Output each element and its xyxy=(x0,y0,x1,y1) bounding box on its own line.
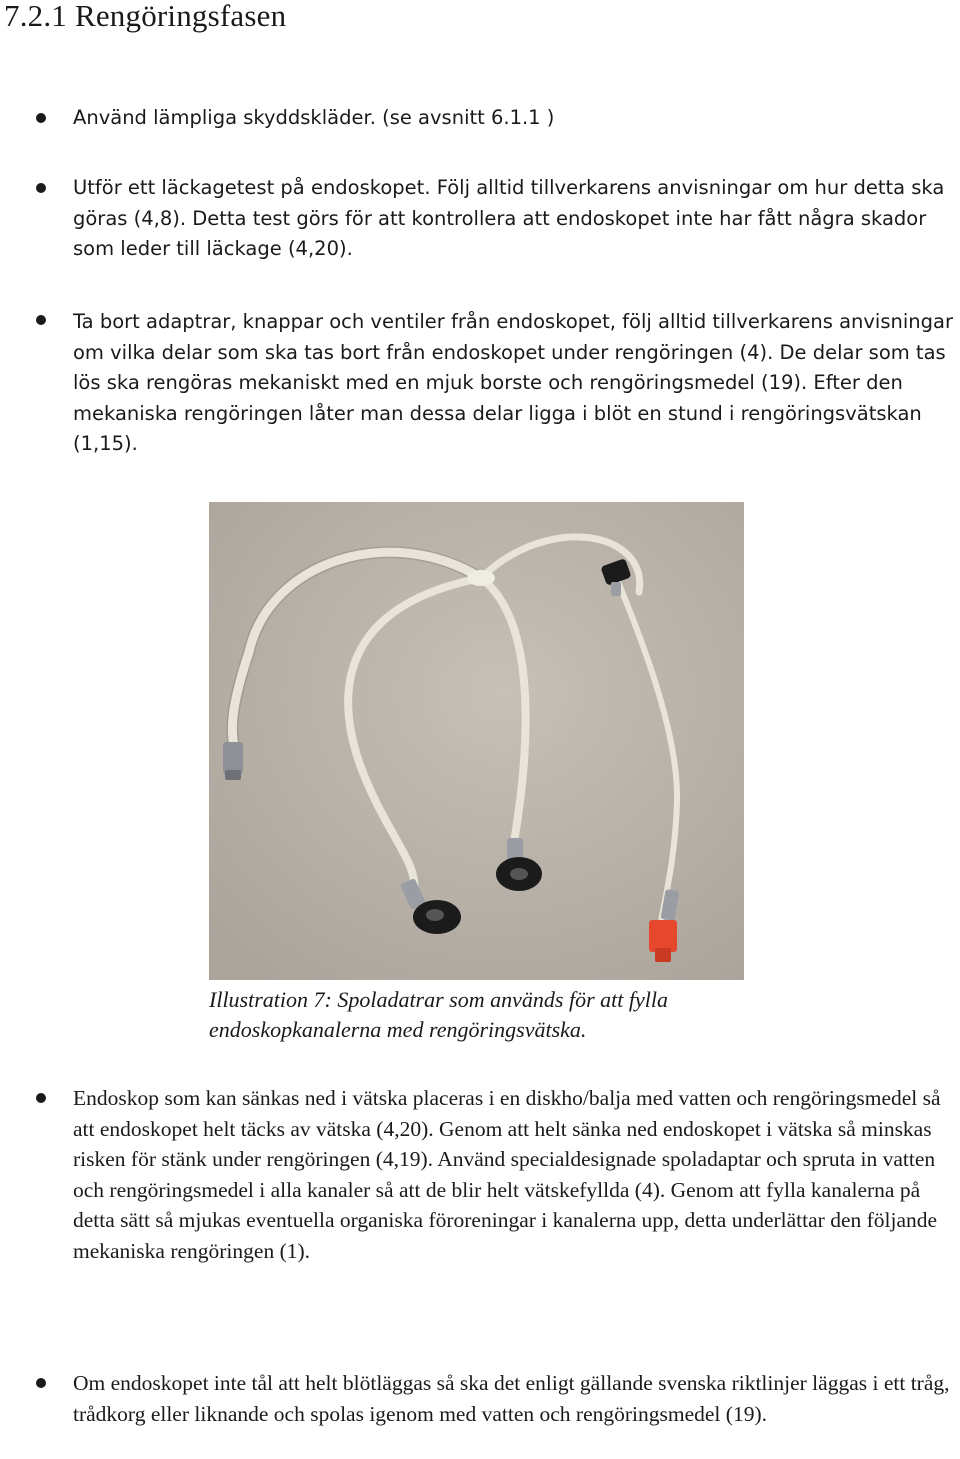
bullet-text: Ta bort adaptrar, knappar och ventiler från endoskopet, följ alltid tillverkarens anvisningar om vilka delar som ska tas bort från endoskopet under rengöringen (4). De delar som tas lös ska rengöras mekaniskt med en mjuk borste och rengöringsmedel (19). Efter den mekaniska rengöringen låter man dessa delar ligga i blöt en stund i rengöringsvätskan (1,15). xyxy=(73,310,953,455)
section-number: 7.2.1 xyxy=(4,0,67,33)
section-title: Rengöringsfasen xyxy=(74,0,287,33)
bullet-text: Om endoskopet inte tål att helt blötläggas så ska det enligt gällande svenska riktlinjer läggas i ett tråg, trådkorg eller liknande och spolas igenom med vatten och rengöringsmedel (19). xyxy=(73,1371,950,1426)
bullet-text: Utför ett läckagetest på endoskopet. Följ alltid tillverkarens anvisningar om hur detta ska göras (4,8). Detta test görs för att kontrollera att endoskopet inte har fått några skador som leder till läckage (4,20). xyxy=(73,176,945,260)
figure-caption: Illustration 7: Spoladatrar som används för att fylla endoskopkanalerna med rengöringsvätska. xyxy=(209,987,668,1042)
bullet-text: Endoskop som kan sänkas ned i vätska placeras i en diskho/balja med vatten och rengöringsmedel så att endoskopet helt täcks av vätska (4,20). Genom att helt sänka ned endoskopet i vätska så minskas risken för stänk under rengöringen (4,19). Använd specialdesignade spoladaptar och spruta in vatten och rengöringsmedel i alla kanaler så att de blir helt vätskefyllda (4). Genom att fylla kanalerna på detta sätt så mjukas eventuella organiska föroreningar i kanalerna upp, detta underlättar den följande mekaniska rengöringen (1). xyxy=(73,1086,941,1263)
illustration-photo xyxy=(209,502,744,980)
flush-adapter-tubes-image xyxy=(209,502,744,980)
bullet-dot-icon xyxy=(36,315,46,325)
bullet-dot-icon xyxy=(36,1378,46,1388)
bullet-dot-icon xyxy=(36,183,46,193)
bullet-dot-icon xyxy=(36,1093,46,1103)
bullet-dot-icon xyxy=(36,113,46,123)
section-heading xyxy=(4,0,286,34)
bullet-text: Använd lämpliga skyddskläder. (se avsnitt 6.1.1 ) xyxy=(73,106,555,129)
